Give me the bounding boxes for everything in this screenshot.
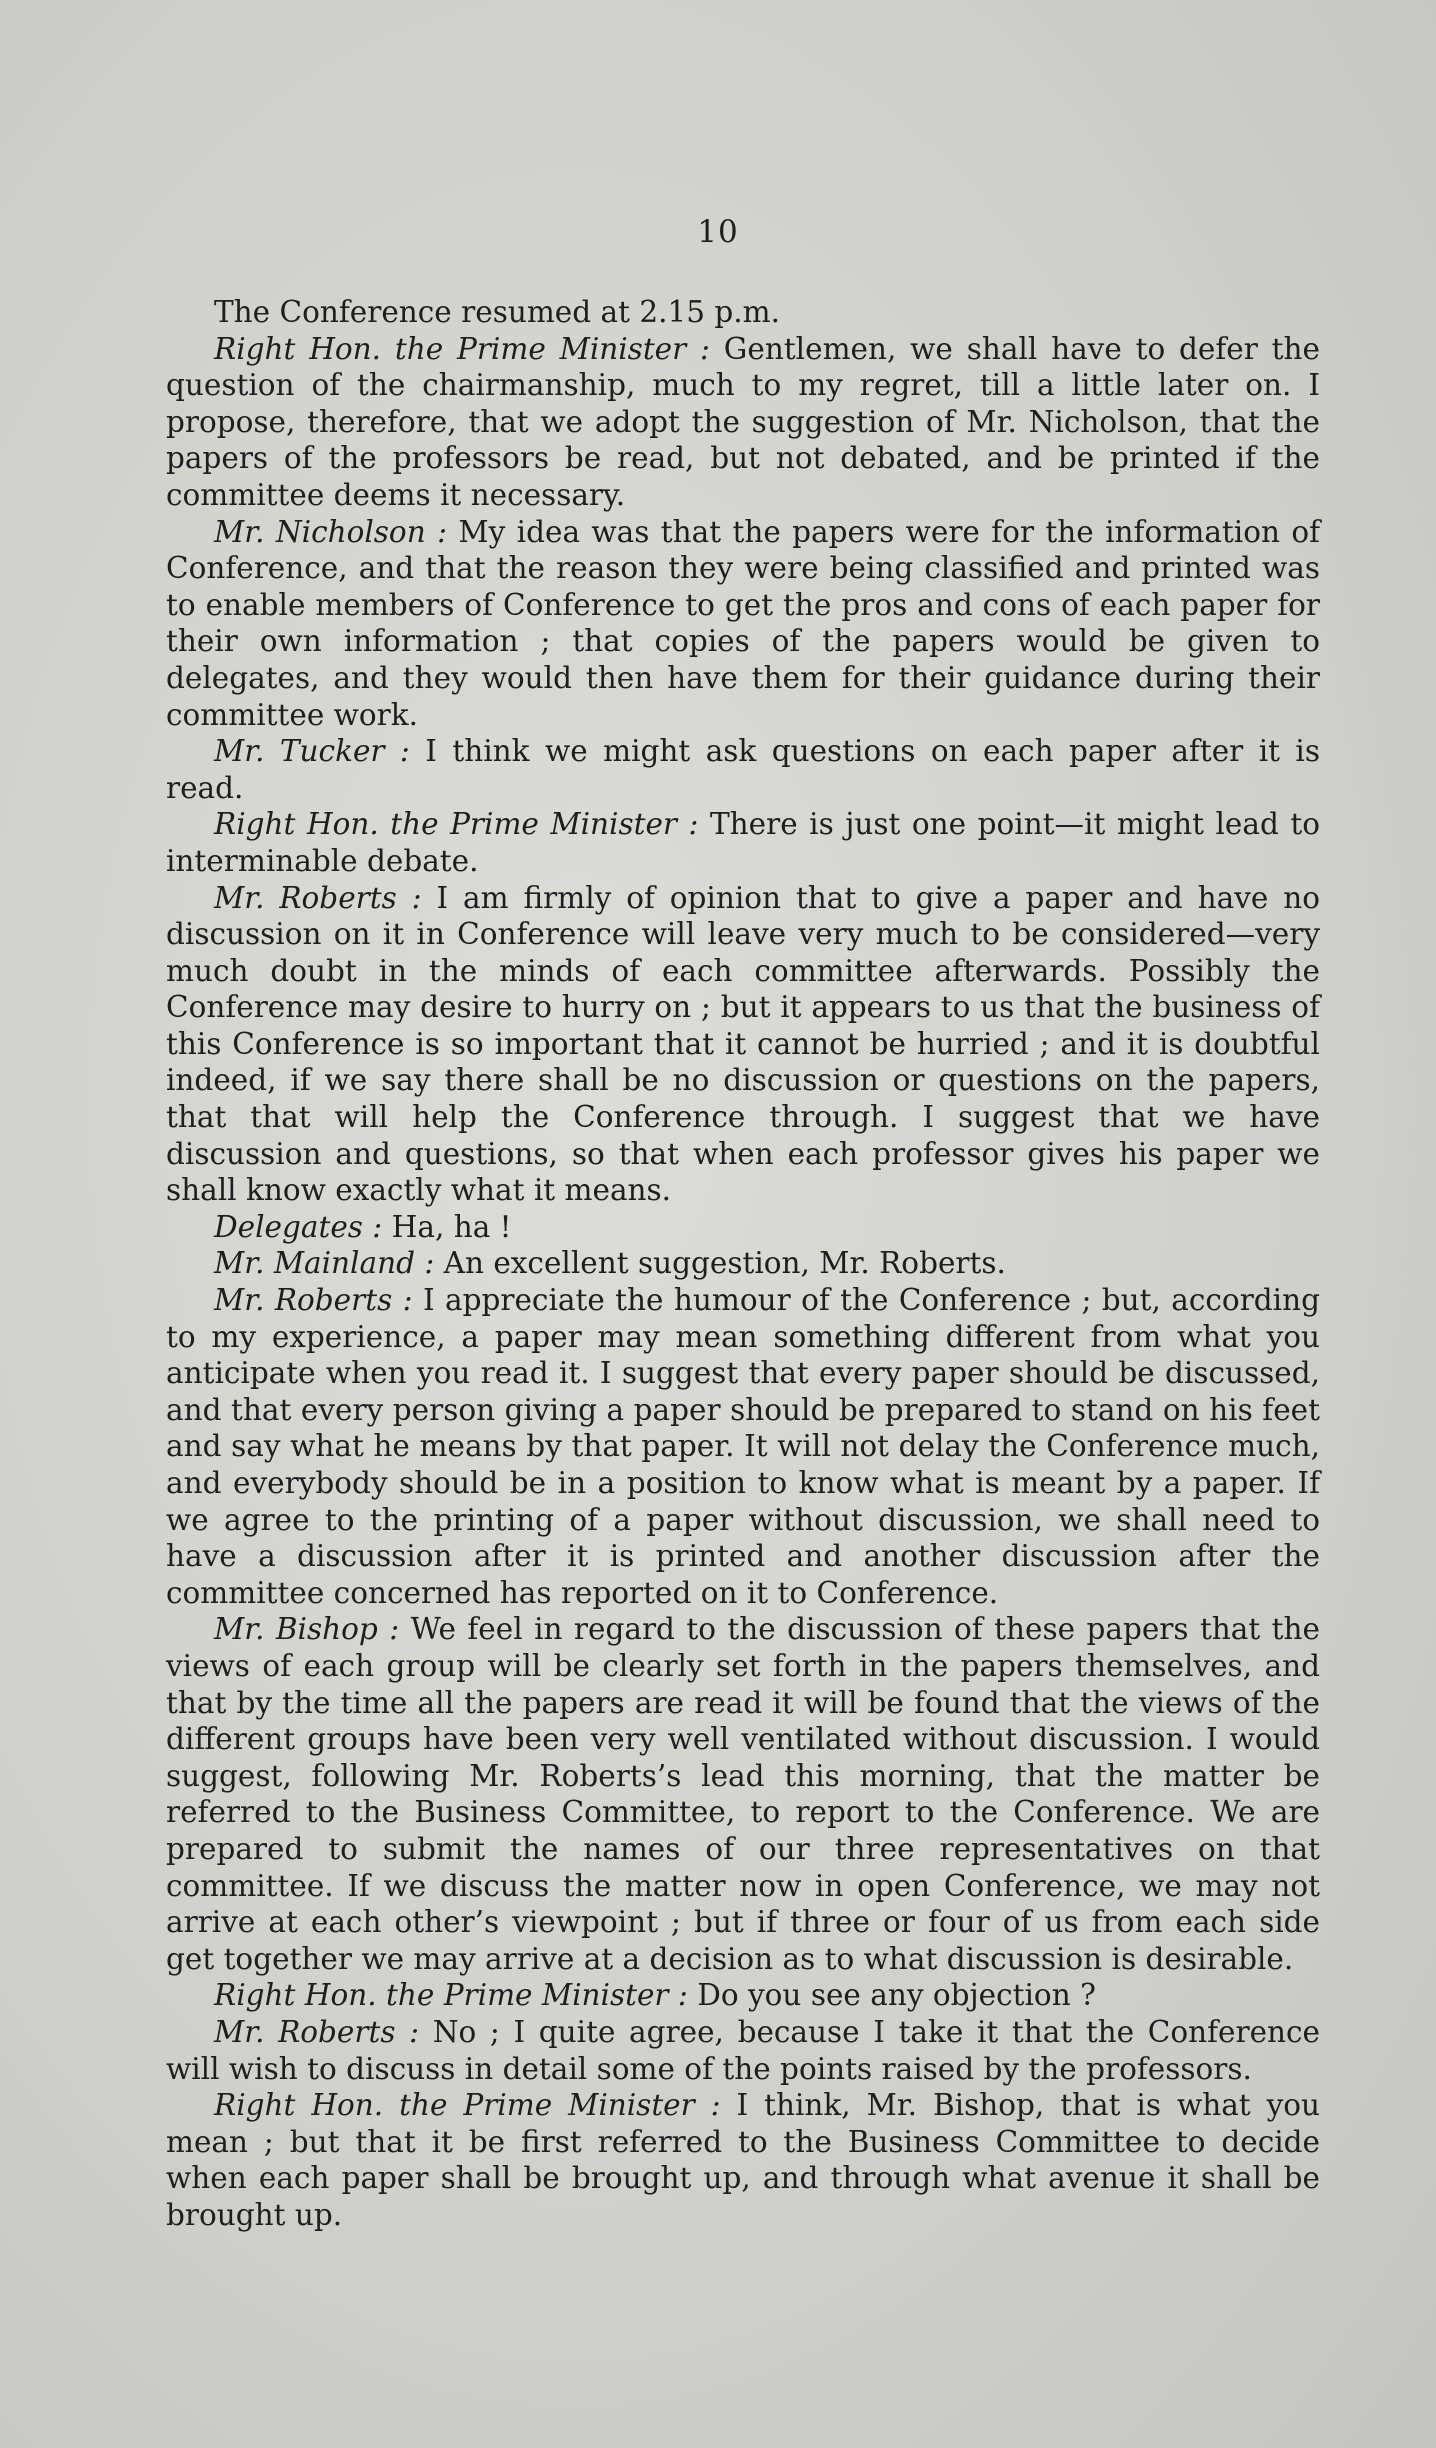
speaker-name: Mr. Tucker : — [214, 734, 410, 769]
paragraph-text: No ; I quite agree, because I take it that the Conference will wish to discuss in detail some of the points raised by the professors. — [166, 2014, 1321, 2086]
paragraph — [166, 2014, 1320, 2087]
speaker-name: Right Hon. the Prime Minister : — [214, 2088, 721, 2123]
speaker-name: Delegates : — [214, 1209, 383, 1244]
paragraph-text: Gentlemen, we shall have to defer the question of the chairmanship, much to my regret, till a little later on. I propose, therefore, that we adopt the suggestion of Mr. Nicholson, that the papers of the professors be read, but not debated, and be printed if the committee deems it necessary. — [166, 331, 1320, 512]
transcript-body — [166, 294, 1320, 2233]
paragraph-text: Do you see any objection ? — [687, 1978, 1096, 2013]
paragraph — [166, 514, 1320, 734]
paragraph-text: There is just one point—it might lead to interminable debate. — [166, 807, 1320, 878]
paragraph-text: I think, Mr. Bishop, that is what you mean ; but that it be first referred to the Business Committee to decide when each paper shall be brought up, and through what avenue it shall be brought up. — [166, 2088, 1320, 2232]
paragraph-resumed — [166, 294, 1320, 331]
paragraph — [166, 2087, 1320, 2233]
paragraph-text: Ha, ha ! — [382, 1209, 512, 1244]
speaker-name: Mr. Roberts : — [214, 880, 422, 915]
paragraph — [166, 806, 1320, 879]
paragraph-text: I am firmly of opinion that to give a paper and have no discussion on it in Conference will leave very much to be considered—very much doubt in the minds of each committee afterwards. Possibly the Conference may desire to hurry on ; but it appears to us that the business of this Conference is so important that it cannot be hurried ; and it is doubtful indeed, if we say there shall be no discussion or questions on the papers, that that will help the Conference through. I suggest that we have discussion and questions, so that when each professor gives his paper we shall know exactly what it means. — [166, 880, 1320, 1208]
paragraph — [166, 1611, 1320, 1977]
paragraph-text: We feel in regard to the discussion of these papers that the views of each group will be clearly set forth in the papers themselves, and that by the time all the papers are read it will be found that the views of the different groups have been very well ventilated without discussion. I would suggest, following Mr. Roberts’s lead this morning, that the matter be referred to the Business Committee, to report to the Conference. We are prepared to submit the names of our three representatives on that committee. If we discuss the matter now in open Conference, we may not arrive at each other’s viewpoint ; but if three or four of us from each side get together we may arrive at a decision as to what discussion is desirable. — [166, 1612, 1320, 1976]
paragraph-text: I think we might ask questions on each paper after it is read. — [166, 734, 1320, 805]
paragraph — [166, 1282, 1320, 1611]
speaker-name: Right Hon. the Prime Minister : — [214, 1978, 688, 2013]
speaker-name: Mr. Roberts : — [214, 2014, 420, 2049]
speaker-name: Mr. Nicholson : — [214, 514, 448, 549]
paragraph — [166, 880, 1320, 1209]
paragraph — [166, 1245, 1320, 1282]
paragraph-text: An excellent suggestion, Mr. Roberts. — [434, 1246, 1006, 1281]
paragraph — [166, 1977, 1320, 2014]
paragraph — [166, 1209, 1320, 1246]
paragraph — [166, 331, 1320, 514]
speaker-name: Mr. Roberts : — [214, 1283, 413, 1318]
speaker-name: Right Hon. the Prime Minister : — [214, 331, 710, 366]
paragraph — [166, 733, 1320, 806]
speaker-name: Right Hon. the Prime Minister : — [214, 807, 699, 842]
paragraph-text: The Conference resumed at 2.15 p.m. — [214, 295, 781, 329]
paragraph-text: I appreciate the humour of the Conference ; but, according to my experience, a paper may mean something different from what you anticipate when you read it. I suggest that every paper should be discussed, and that every person giving a paper should be prepared to stand on his feet and say what he means by that paper. It will not delay the Conference much, and everybody should be in a position to know what is meant by a paper. If we agree to the printing of a paper without discussion, we shall need to have a discussion after it is printed and another discussion after the committee concerned has reported on it to Conference. — [166, 1283, 1320, 1610]
speaker-name: Mr. Mainland : — [214, 1246, 435, 1281]
paragraph-text: My idea was that the papers were for the information of Conference, and that the reason they were being classified and printed was to enable members of Conference to get the pros and cons of each paper for their own information ; that copies of the papers would be given to delegates, and they would then have them for their guidance during their committee work. — [166, 514, 1321, 732]
speaker-name: Mr. Bishop : — [214, 1612, 400, 1647]
page-number: 10 — [697, 214, 739, 250]
